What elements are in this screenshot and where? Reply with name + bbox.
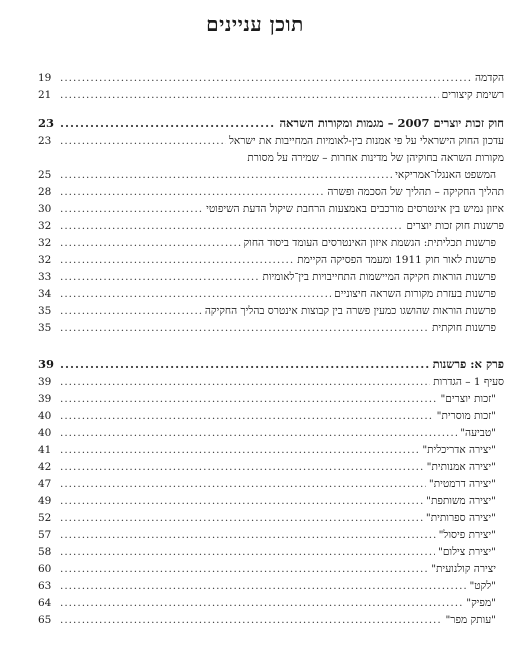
toc-entry-label: פרשנות בעזרת מקורות השראה חיצוניים (334, 288, 496, 300)
toc-entry-label: תהליך החקיקה – תהליך של הסכמה ופשרה (327, 186, 504, 198)
leader-dots (60, 70, 472, 87)
toc-entry[interactable] (38, 252, 504, 269)
toc-entry-multiline[interactable] (38, 150, 504, 184)
toc-entry[interactable] (38, 320, 504, 337)
toc-page-number: 32 (38, 254, 52, 266)
leader-dots (60, 612, 442, 629)
toc-entry[interactable] (38, 235, 504, 252)
toc-entry-label: "יצירה משותפת" (426, 495, 496, 507)
toc-entry-label: איזון גמיש בין אינטרסים מורכבים באמצעות הרחבת שיקול הדעת השיפוטי (206, 203, 504, 215)
leader-dots (60, 167, 392, 184)
toc-page-number: 19 (38, 72, 52, 84)
toc-entry-label: עדכון החוק הישראלי על פי אמנות בין-לאומיות המחייבות את ישראל (229, 135, 504, 147)
toc-page-number: 23 (38, 116, 55, 130)
toc-page-number: 47 (38, 478, 52, 490)
toc-page-number: 49 (38, 495, 52, 507)
toc-entry-label: סעיף 1 – הגדרות (433, 376, 504, 388)
toc-entry-label: "יצירת פיסול" (438, 529, 496, 541)
toc-entry[interactable] (38, 459, 504, 476)
toc-entry-label: המשפט האנגלו־אמריקאי (395, 169, 496, 181)
toc-entry[interactable] (38, 510, 504, 527)
toc-entry[interactable] (38, 476, 504, 493)
table-of-contents (38, 70, 504, 629)
toc-page-number: 52 (38, 512, 52, 524)
leader-dots (60, 286, 331, 303)
toc-entry-intro[interactable] (38, 70, 504, 87)
toc-entry-label: "טביעה" (460, 427, 496, 439)
leader-dots (60, 578, 466, 595)
toc-entry[interactable] (38, 374, 504, 391)
toc-entry-label: פרשנות הוראות שהושגו כמעין פשרה בין קבוצות אינטרס בהליך החקיקה (204, 305, 496, 317)
toc-entry[interactable] (38, 561, 504, 578)
leader-dots (60, 442, 419, 459)
leader-dots (60, 235, 241, 252)
toc-entry-label: "מפיק" (466, 597, 496, 609)
toc-page-number: 57 (38, 529, 52, 541)
toc-entry-label: "עותק מפר" (445, 614, 496, 626)
toc-entry[interactable] (38, 303, 504, 320)
leader-dots (60, 527, 436, 544)
toc-entry-label: "יצירה אמנותית" (426, 461, 496, 473)
toc-entry-abbreviations[interactable] (38, 87, 504, 104)
toc-page-number: 63 (38, 580, 52, 592)
leader-dots (60, 184, 324, 201)
toc-page-number: 32 (38, 220, 52, 232)
toc-page-number: 28 (38, 186, 52, 198)
toc-page-number: 30 (38, 203, 52, 215)
toc-chapter-label: פרק א: פרשנות (432, 357, 504, 371)
toc-entry[interactable] (38, 269, 504, 286)
toc-entry[interactable] (38, 493, 504, 510)
toc-entry-label-line1: מקורות השראה בחוקיהן של מדינות אחרות – שמירה על מסורת (247, 152, 504, 164)
toc-entry[interactable] (38, 218, 504, 235)
leader-dots (60, 459, 424, 476)
toc-entry-label: יצירה קולנועית" (431, 563, 496, 575)
toc-entry-label: "יצירה ספרותית" (425, 512, 496, 524)
toc-page-number: 34 (38, 288, 52, 300)
toc-entry-label: "לקט" (469, 580, 496, 592)
toc-page-number: 40 (38, 427, 52, 439)
toc-page-number: 39 (38, 357, 55, 371)
toc-page-number: 42 (38, 461, 52, 473)
leader-dots (60, 269, 259, 286)
toc-entry-label: פרשנות חוקתית (431, 322, 496, 334)
toc-entry[interactable] (38, 408, 504, 425)
toc-page-number: 23 (38, 135, 52, 147)
toc-page-number: 39 (38, 376, 52, 388)
toc-chapter-copyright-law[interactable] (38, 114, 504, 133)
toc-page-number: 58 (38, 546, 52, 558)
toc-entry-label: "זכות יוצרים" (440, 393, 496, 405)
leader-dots (60, 493, 423, 510)
toc-entry[interactable] (38, 527, 504, 544)
toc-entry-label: "יצירה דרמטית" (428, 478, 496, 490)
toc-entry-label: "יצירה אדריכלית" (422, 444, 496, 456)
toc-page-number: 41 (38, 444, 52, 456)
toc-entry[interactable] (38, 442, 504, 459)
toc-page-number: 65 (38, 614, 52, 626)
page-title: תוכן עניינים (206, 12, 304, 36)
toc-entry-label: "יצירת צילום" (438, 546, 496, 558)
toc-entry-label: פרשנות תכליתית: הגשמת איזון האינטרסים העומד ביסוד החוק (243, 237, 496, 249)
toc-entry[interactable] (38, 286, 504, 303)
toc-page-number: 35 (38, 305, 52, 317)
toc-entry[interactable] (38, 612, 504, 629)
leader-dots (60, 355, 430, 374)
toc-page-number: 33 (38, 271, 52, 283)
toc-entry[interactable] (38, 133, 504, 150)
leader-dots (60, 595, 463, 612)
toc-chapter-label: חוק זכות יוצרים 2007 – מגמות ומקורות השראה (279, 116, 504, 130)
leader-dots (60, 476, 426, 493)
leader-dots (60, 561, 428, 578)
leader-dots (60, 114, 276, 133)
toc-page-number: 35 (38, 322, 52, 334)
toc-page-number: 39 (38, 393, 52, 405)
leader-dots (60, 391, 437, 408)
toc-page-number: 64 (38, 597, 52, 609)
toc-entry-label: פרשנות חוק זכות יוצרים (406, 220, 504, 232)
toc-entry-label: פרשנות הוראות חקיקה המיישמות התחייבויות בין־לאומיות (262, 271, 496, 283)
leader-dots (60, 133, 226, 150)
leader-dots (60, 303, 202, 320)
toc-page-number: 60 (38, 563, 52, 575)
toc-entry-label: הקדמה (475, 72, 504, 84)
toc-page-number: 40 (38, 410, 52, 422)
leader-dots (60, 201, 203, 218)
toc-page-number: 25 (38, 169, 52, 181)
toc-entry-label: פרשנות לאור חוק 1911 ומעמד הפסיקה הקיימת (297, 254, 496, 266)
leader-dots (60, 374, 430, 391)
toc-entry[interactable] (38, 391, 504, 408)
toc-entry[interactable] (38, 425, 504, 442)
toc-page-number: 21 (38, 89, 52, 101)
leader-dots (60, 510, 423, 527)
leader-dots (60, 425, 457, 442)
toc-chapter-interpretation[interactable] (38, 355, 504, 374)
leader-dots (60, 252, 294, 269)
toc-entry-label: רשימת קיצורים (441, 89, 504, 101)
toc-entry[interactable] (38, 184, 504, 201)
leader-dots (60, 320, 429, 337)
toc-entry[interactable] (38, 595, 504, 612)
toc-page-number: 32 (38, 237, 52, 249)
leader-dots (60, 544, 435, 561)
leader-dots (60, 218, 403, 235)
toc-entry[interactable] (38, 544, 504, 561)
leader-dots (60, 87, 439, 104)
toc-entry[interactable] (38, 201, 504, 218)
toc-entry-label: "זכות מוסרית" (436, 410, 496, 422)
toc-entry[interactable] (38, 578, 504, 595)
leader-dots (60, 408, 434, 425)
